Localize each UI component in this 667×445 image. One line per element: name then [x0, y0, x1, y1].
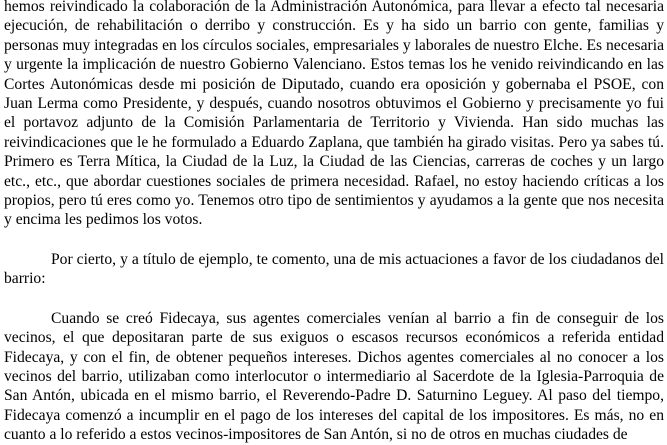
paragraph-spacer — [4, 289, 664, 309]
paragraph-1: hemos reivindicado la colaboración de la Administración Autonómica, para llevar a efecto tal necesaria ejecución, de rehabilitación o derribo y construcción. Es y ha sido un barrio con gente, familias y personas muy integradas en los círculos sociales, empresariales y laborales de nuestro Elche. Es necesaria y urgente la implicación de nuestro Gobierno Valenciano. Estos temas los he venido reivindicando en las Cortes Autonómicas desde mi posición de Diputado, cuando era oposición y gobernaba el PSOE, con Juan Lerma como Presidente, y después, cuando nosotros obtuvimos el Gobierno y precisamente yo fui el portavoz adjunto de la Comisión Parlamentaria de Territorio y Vivienda. Han sido muchas las reivindicaciones que le he formulado a Eduardo Zaplana, que también ha girado visitas. Pero ya sabes tú. Primero es Terra Mítica, la Ciudad de la Luz, la Ciudad de las Ciencias, carreras de coches y un largo etc., etc., que abordar cuestiones sociales de primera necesidad. Rafael, no estoy haciendo críticas a los propios, pero tú eres como yo. Tenemos otro tipo de sentimientos y ayudamos a la gente que nos necesita y encima les pedimos los votos. — [4, 0, 664, 229]
document-page — [4, 0, 664, 445]
paragraph-spacer — [4, 230, 664, 250]
paragraph-3: Cuando se creó Fidecaya, sus agentes comerciales venían al barrio a fin de conseguir de los vecinos, el que depositaran parte de sus exiguos o escasos recursos económicos a referida entidad Fidecaya, y con el fin, de obtener pequeños intereses. Dichos agentes comerciales al no conocer a los vecinos del barrio, utilizaban como interlocutor o intermediario al Sacerdote de la Iglesia-Parroquia de San Antón, ubicada en el mismo barrio, el Reverendo-Padre D. Saturnino Leguey. Al paso del tiempo, Fidecaya comenzó a incumplir en el pago de los intereses del capital de los impositores. Es más, no en cuanto a lo referido a estos vecinos-impositores de San Antón, si no de otros en muchas ciudades de — [4, 309, 664, 444]
paragraph-2: Por cierto, y a título de ejemplo, te comento, una de mis actuaciones a favor de los ciudadanos del barrio: — [4, 250, 664, 288]
